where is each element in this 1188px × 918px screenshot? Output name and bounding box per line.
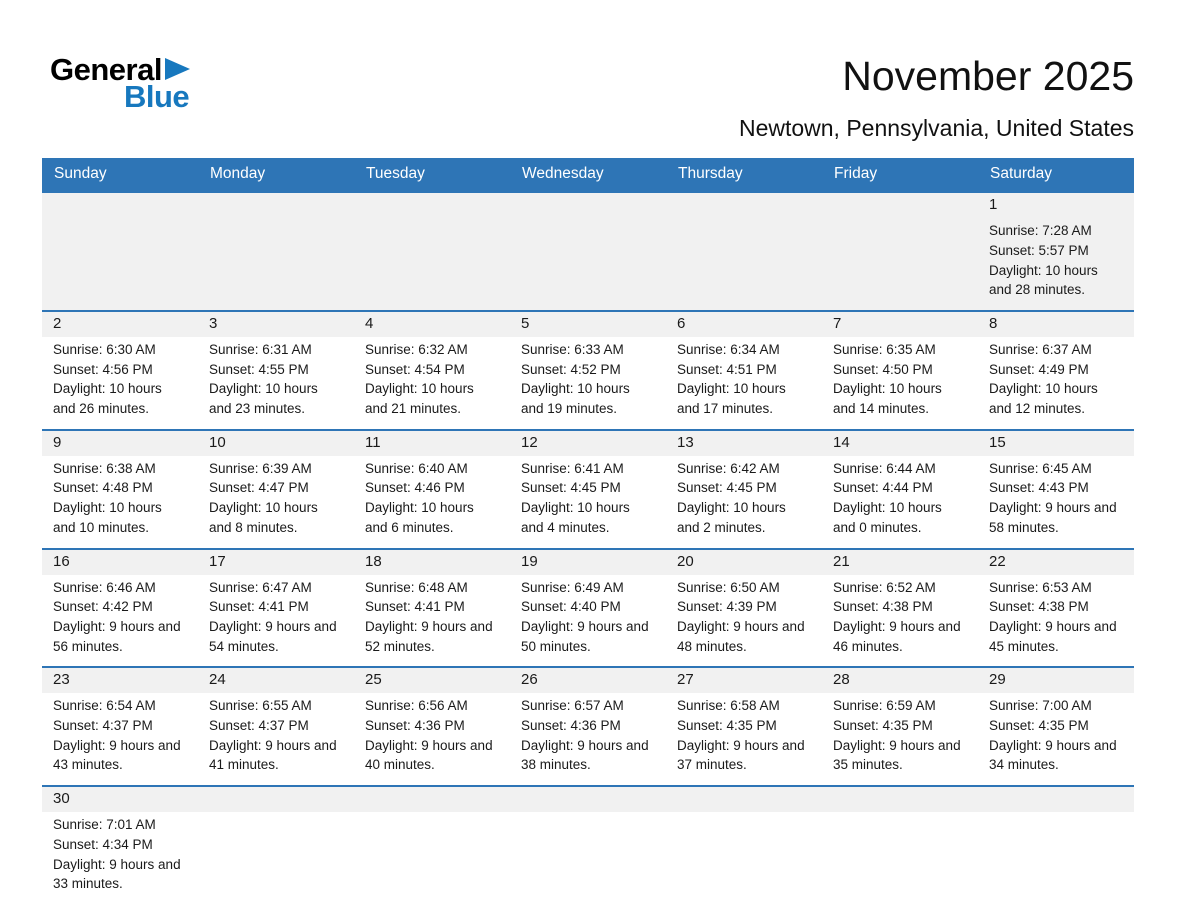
day-cell-empty xyxy=(42,193,198,310)
day-number: 28 xyxy=(822,668,978,693)
day-number xyxy=(978,787,1134,812)
sunset-text: Sunset: 4:45 PM xyxy=(677,480,777,496)
day-cell-empty xyxy=(978,787,1134,904)
day-cell xyxy=(510,431,666,548)
day-details xyxy=(666,218,822,231)
day-cell xyxy=(198,550,354,667)
sunrise-text: Sunrise: 7:01 AM xyxy=(53,817,156,833)
sunrise-text: Sunrise: 6:38 AM xyxy=(53,460,156,476)
day-cell xyxy=(510,312,666,429)
sunrise-text: Sunrise: 6:59 AM xyxy=(833,698,936,714)
week-row xyxy=(42,666,1134,785)
day-number: 24 xyxy=(198,668,354,693)
sunset-text: Sunset: 5:57 PM xyxy=(989,242,1089,258)
daylight-text: Daylight: 9 hours and 40 minutes. xyxy=(365,737,493,773)
weekday-monday: Monday xyxy=(210,165,266,183)
day-cell-empty xyxy=(666,193,822,310)
page-subtitle: Newtown, Pennsylvania, United States xyxy=(738,115,1134,142)
sunset-text: Sunset: 4:37 PM xyxy=(53,718,153,734)
day-cell xyxy=(666,550,822,667)
day-details xyxy=(42,337,198,429)
day-cell xyxy=(42,787,198,904)
day-details xyxy=(978,337,1134,429)
day-number xyxy=(510,787,666,812)
daylight-text: Daylight: 9 hours and 34 minutes. xyxy=(989,737,1117,773)
title-block xyxy=(739,54,1134,142)
sunrise-text: Sunrise: 6:40 AM xyxy=(365,460,468,476)
daylight-text: Daylight: 10 hours and 19 minutes. xyxy=(521,381,630,417)
day-details xyxy=(666,456,822,548)
day-number xyxy=(42,193,198,218)
day-number: 8 xyxy=(978,312,1134,337)
sunrise-text: Sunrise: 6:33 AM xyxy=(521,341,624,357)
sunset-text: Sunset: 4:34 PM xyxy=(53,836,153,852)
day-cell-empty xyxy=(510,787,666,904)
day-number xyxy=(198,193,354,218)
day-details xyxy=(198,812,354,825)
sunrise-text: Sunrise: 6:32 AM xyxy=(365,341,468,357)
day-details xyxy=(978,218,1134,310)
day-number: 10 xyxy=(198,431,354,456)
daylight-text: Daylight: 9 hours and 41 minutes. xyxy=(209,737,337,773)
day-cell xyxy=(42,312,198,429)
day-cell xyxy=(42,431,198,548)
day-details xyxy=(42,575,198,667)
daylight-text: Daylight: 9 hours and 37 minutes. xyxy=(677,737,805,773)
day-number: 23 xyxy=(42,668,198,693)
daylight-text: Daylight: 10 hours and 21 minutes. xyxy=(365,381,474,417)
weekday-saturday: Saturday xyxy=(990,165,1053,183)
sunset-text: Sunset: 4:37 PM xyxy=(209,718,309,734)
day-cell xyxy=(354,431,510,548)
daylight-text: Daylight: 10 hours and 0 minutes. xyxy=(833,500,942,535)
day-number xyxy=(354,787,510,812)
weekday-tuesday: Tuesday xyxy=(366,165,425,183)
day-cell xyxy=(354,668,510,785)
sunset-text: Sunset: 4:40 PM xyxy=(521,599,621,615)
sunrise-text: Sunrise: 6:47 AM xyxy=(209,579,312,595)
generalblue-logo xyxy=(50,54,191,112)
daylight-text: Daylight: 10 hours and 10 minutes. xyxy=(53,500,162,535)
day-details xyxy=(42,218,198,231)
daylight-text: Daylight: 9 hours and 56 minutes. xyxy=(53,618,181,654)
sunset-text: Sunset: 4:52 PM xyxy=(521,361,621,377)
day-details xyxy=(510,693,666,785)
day-details xyxy=(978,693,1134,785)
day-number: 7 xyxy=(822,312,978,337)
weekday-wednesday: Wednesday xyxy=(522,165,604,183)
day-details xyxy=(510,218,666,231)
sunset-text: Sunset: 4:36 PM xyxy=(521,718,621,734)
daylight-text: Daylight: 9 hours and 58 minutes. xyxy=(989,500,1117,535)
day-number xyxy=(666,193,822,218)
day-details xyxy=(510,575,666,667)
day-number xyxy=(822,787,978,812)
day-number: 5 xyxy=(510,312,666,337)
daylight-text: Daylight: 10 hours and 4 minutes. xyxy=(521,500,630,535)
sunrise-text: Sunrise: 6:58 AM xyxy=(677,698,780,714)
sunset-text: Sunset: 4:50 PM xyxy=(833,361,933,377)
day-details xyxy=(198,456,354,548)
daylight-text: Daylight: 10 hours and 26 minutes. xyxy=(53,381,162,417)
sunset-text: Sunset: 4:43 PM xyxy=(989,480,1089,496)
day-details xyxy=(198,337,354,429)
daylight-text: Daylight: 9 hours and 43 minutes. xyxy=(53,737,181,773)
day-number: 29 xyxy=(978,668,1134,693)
sunrise-text: Sunrise: 6:39 AM xyxy=(209,460,312,476)
day-details xyxy=(666,337,822,429)
sunrise-text: Sunrise: 6:41 AM xyxy=(521,460,624,476)
sunset-text: Sunset: 4:35 PM xyxy=(989,718,1089,734)
daylight-text: Daylight: 10 hours and 2 minutes. xyxy=(677,500,786,535)
day-cell xyxy=(42,550,198,667)
day-cell xyxy=(198,431,354,548)
sunset-text: Sunset: 4:56 PM xyxy=(53,361,153,377)
day-details xyxy=(666,812,822,825)
sunset-text: Sunset: 4:41 PM xyxy=(209,599,309,615)
day-number: 30 xyxy=(42,787,198,812)
sunset-text: Sunset: 4:38 PM xyxy=(989,599,1089,615)
sunrise-text: Sunrise: 6:34 AM xyxy=(677,341,780,357)
day-number: 1 xyxy=(978,193,1134,218)
day-number: 26 xyxy=(510,668,666,693)
day-number: 6 xyxy=(666,312,822,337)
sunset-text: Sunset: 4:54 PM xyxy=(365,361,465,377)
day-details xyxy=(42,693,198,785)
weekday-header-row xyxy=(42,158,1134,191)
day-details xyxy=(354,218,510,231)
day-details xyxy=(42,812,198,904)
daylight-text: Daylight: 9 hours and 35 minutes. xyxy=(833,737,961,773)
sunrise-text: Sunrise: 6:57 AM xyxy=(521,698,624,714)
sunset-text: Sunset: 4:35 PM xyxy=(833,718,933,734)
week-row xyxy=(42,191,1134,310)
day-cell xyxy=(198,668,354,785)
day-details xyxy=(198,218,354,231)
daylight-text: Daylight: 9 hours and 46 minutes. xyxy=(833,618,961,654)
sunset-text: Sunset: 4:35 PM xyxy=(677,718,777,734)
weekday-sunday: Sunday xyxy=(54,165,107,183)
sunrise-text: Sunrise: 6:52 AM xyxy=(833,579,936,595)
sunrise-text: Sunrise: 7:28 AM xyxy=(989,223,1092,239)
day-details xyxy=(42,456,198,548)
daylight-text: Daylight: 10 hours and 6 minutes. xyxy=(365,500,474,535)
day-details xyxy=(510,456,666,548)
day-details xyxy=(354,456,510,548)
weekday-friday: Friday xyxy=(834,165,878,183)
day-cell-empty xyxy=(822,193,978,310)
sunrise-text: Sunrise: 6:31 AM xyxy=(209,341,312,357)
day-number: 4 xyxy=(354,312,510,337)
day-details xyxy=(978,575,1134,667)
day-number xyxy=(354,193,510,218)
day-number: 3 xyxy=(198,312,354,337)
day-cell xyxy=(978,431,1134,548)
sunrise-text: Sunrise: 6:48 AM xyxy=(365,579,468,595)
sunrise-text: Sunrise: 6:37 AM xyxy=(989,341,1092,357)
sunrise-text: Sunrise: 6:30 AM xyxy=(53,341,156,357)
sunrise-text: Sunrise: 6:49 AM xyxy=(521,579,624,595)
day-details xyxy=(666,693,822,785)
day-details xyxy=(510,337,666,429)
day-cell xyxy=(198,312,354,429)
day-number: 11 xyxy=(354,431,510,456)
day-cell xyxy=(42,668,198,785)
day-number xyxy=(510,193,666,218)
day-details xyxy=(978,812,1134,825)
day-number: 17 xyxy=(198,550,354,575)
day-details xyxy=(822,337,978,429)
daylight-text: Daylight: 10 hours and 8 minutes. xyxy=(209,500,318,535)
daylight-text: Daylight: 10 hours and 12 minutes. xyxy=(989,381,1098,417)
sunrise-text: Sunrise: 6:45 AM xyxy=(989,460,1092,476)
day-number: 16 xyxy=(42,550,198,575)
sunset-text: Sunset: 4:42 PM xyxy=(53,599,153,615)
page-title: November 2025 xyxy=(842,53,1134,99)
sunrise-text: Sunrise: 7:00 AM xyxy=(989,698,1092,714)
sunset-text: Sunset: 4:45 PM xyxy=(521,480,621,496)
sunset-text: Sunset: 4:47 PM xyxy=(209,480,309,496)
week-row xyxy=(42,548,1134,667)
sunset-text: Sunset: 4:55 PM xyxy=(209,361,309,377)
day-number: 14 xyxy=(822,431,978,456)
day-cell xyxy=(978,193,1134,310)
sunrise-text: Sunrise: 6:35 AM xyxy=(833,341,936,357)
daylight-text: Daylight: 9 hours and 45 minutes. xyxy=(989,618,1117,654)
sunrise-text: Sunrise: 6:46 AM xyxy=(53,579,156,595)
daylight-text: Daylight: 10 hours and 28 minutes. xyxy=(989,262,1098,298)
day-cell xyxy=(978,550,1134,667)
day-number xyxy=(198,787,354,812)
sunrise-text: Sunrise: 6:55 AM xyxy=(209,698,312,714)
day-cell xyxy=(354,550,510,667)
weekday-thursday: Thursday xyxy=(678,165,743,183)
logo-text-blue: Blue xyxy=(124,79,190,114)
day-number xyxy=(666,787,822,812)
day-cell-empty xyxy=(354,787,510,904)
daylight-text: Daylight: 10 hours and 17 minutes. xyxy=(677,381,786,417)
day-number: 9 xyxy=(42,431,198,456)
day-number: 27 xyxy=(666,668,822,693)
sunset-text: Sunset: 4:44 PM xyxy=(833,480,933,496)
logo-text-general: General xyxy=(50,52,162,87)
day-cell xyxy=(666,668,822,785)
day-details xyxy=(978,456,1134,548)
day-details xyxy=(198,575,354,667)
day-details xyxy=(822,693,978,785)
week-row xyxy=(42,429,1134,548)
day-cell xyxy=(510,550,666,667)
day-number: 19 xyxy=(510,550,666,575)
daylight-text: Daylight: 9 hours and 54 minutes. xyxy=(209,618,337,654)
daylight-text: Daylight: 9 hours and 50 minutes. xyxy=(521,618,649,654)
page-header xyxy=(0,0,1188,154)
sunset-text: Sunset: 4:41 PM xyxy=(365,599,465,615)
day-number: 2 xyxy=(42,312,198,337)
daylight-text: Daylight: 9 hours and 52 minutes. xyxy=(365,618,493,654)
week-row xyxy=(42,310,1134,429)
day-cell xyxy=(510,668,666,785)
day-cell xyxy=(354,312,510,429)
sunset-text: Sunset: 4:36 PM xyxy=(365,718,465,734)
day-details xyxy=(198,693,354,785)
day-cell-empty xyxy=(354,193,510,310)
daylight-text: Daylight: 9 hours and 48 minutes. xyxy=(677,618,805,654)
day-number xyxy=(822,193,978,218)
daylight-text: Daylight: 9 hours and 38 minutes. xyxy=(521,737,649,773)
day-details xyxy=(354,693,510,785)
calendar-weeks xyxy=(42,191,1134,904)
day-number: 21 xyxy=(822,550,978,575)
day-number: 12 xyxy=(510,431,666,456)
day-details xyxy=(822,218,978,231)
day-details xyxy=(822,812,978,825)
day-cell-empty xyxy=(510,193,666,310)
daylight-text: Daylight: 10 hours and 23 minutes. xyxy=(209,381,318,417)
sunrise-text: Sunrise: 6:54 AM xyxy=(53,698,156,714)
sunrise-text: Sunrise: 6:50 AM xyxy=(677,579,780,595)
day-details xyxy=(666,575,822,667)
sunset-text: Sunset: 4:38 PM xyxy=(833,599,933,615)
calendar xyxy=(42,158,1134,904)
daylight-text: Daylight: 10 hours and 14 minutes. xyxy=(833,381,942,417)
sunset-text: Sunset: 4:51 PM xyxy=(677,361,777,377)
day-cell xyxy=(822,431,978,548)
sunrise-text: Sunrise: 6:44 AM xyxy=(833,460,936,476)
day-cell-empty xyxy=(198,193,354,310)
sunrise-text: Sunrise: 6:56 AM xyxy=(365,698,468,714)
week-row xyxy=(42,785,1134,904)
day-cell xyxy=(978,668,1134,785)
day-cell xyxy=(822,312,978,429)
day-number: 20 xyxy=(666,550,822,575)
day-details xyxy=(354,812,510,825)
day-cell xyxy=(666,431,822,548)
day-details xyxy=(354,337,510,429)
day-number: 13 xyxy=(666,431,822,456)
sunset-text: Sunset: 4:39 PM xyxy=(677,599,777,615)
day-details xyxy=(822,456,978,548)
day-details xyxy=(510,812,666,825)
sunrise-text: Sunrise: 6:42 AM xyxy=(677,460,780,476)
day-cell xyxy=(822,668,978,785)
day-number: 22 xyxy=(978,550,1134,575)
day-details xyxy=(822,575,978,667)
daylight-text: Daylight: 9 hours and 33 minutes. xyxy=(53,856,181,892)
day-details xyxy=(354,575,510,667)
day-cell xyxy=(822,550,978,667)
sunset-text: Sunset: 4:48 PM xyxy=(53,480,153,496)
day-cell-empty xyxy=(666,787,822,904)
day-number: 15 xyxy=(978,431,1134,456)
day-number: 25 xyxy=(354,668,510,693)
day-cell xyxy=(978,312,1134,429)
day-cell-empty xyxy=(822,787,978,904)
day-cell-empty xyxy=(198,787,354,904)
day-number: 18 xyxy=(354,550,510,575)
day-cell xyxy=(666,312,822,429)
sunset-text: Sunset: 4:46 PM xyxy=(365,480,465,496)
sunset-text: Sunset: 4:49 PM xyxy=(989,361,1089,377)
sunrise-text: Sunrise: 6:53 AM xyxy=(989,579,1092,595)
